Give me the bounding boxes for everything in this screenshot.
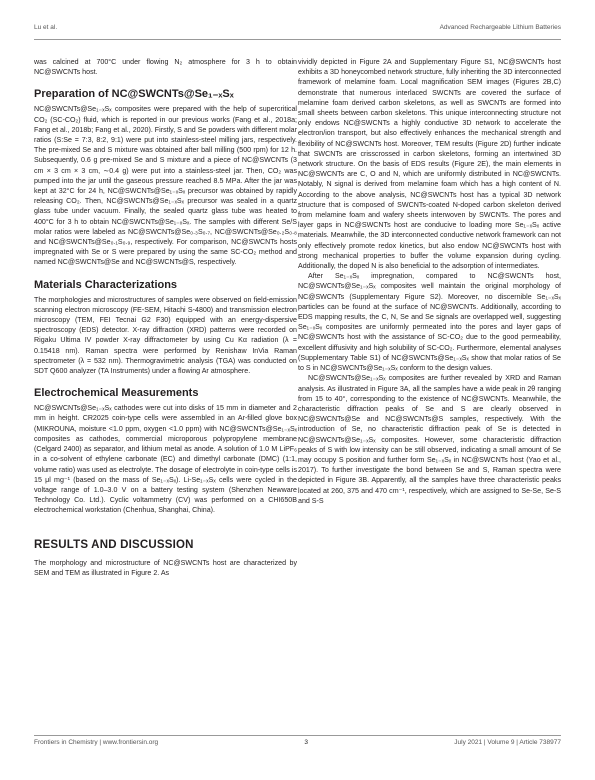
page-footer — [34, 739, 561, 751]
header-divider — [34, 39, 561, 40]
paragraph-continuation: was calcined at 700°C under flowing N₂ atmosphere for 3 h to obtain NC@SWCNTs host. — [34, 58, 297, 77]
section-heading-results: RESULTS AND DISCUSSION — [34, 538, 194, 551]
section-heading-electrochemical: Electrochemical Measurements — [34, 387, 199, 400]
section-heading-preparation: Preparation of NC@SWCNTs@Se₁₋ₓSₓ — [34, 88, 234, 101]
footer-journal: Frontiers in Chemistry | www.frontiersin.org — [34, 739, 159, 746]
running-authors: Lu et al. — [34, 24, 58, 31]
paragraph-preparation: NC@SWCNTs@Se₁₋ₓSₓ composites were prepared with the help of supercritical CO₂ (SC-CO₂) fluid, which is reported in our previous works (Fang et al., 2018a; Fang et al., 2018b; Fang et al., 2020). Firstly, S and Se powders with different molar ratios (S:Se = 7:3, 8:2, 9:1) were put into stainless-steel milling jars, respectively. The pre-mixed Se and S mixture was obtained after ball milling (500 rpm) for 12 h. Subsequently, 0.6 g pre-mixed Se and S mixture and a piece of NC@SWCNTs (3 cm × 3 cm × 3 cm, ∼0.4 g) were put into a stainless-steel jar. Then, CO₂ was pumped into the jar until the gaseous pressure reached 8.5 MPa. After the jar was kept at 32°C for 24 h, NC@SWCNTs@Se₁₋ₓSₓ precursor was obtained by rapidly releasing CO₂. Then, NC@SWCNTs@Se₁₋ₓSₓ precursor was sealed in a quartz glass tube under vacuum. Finally, the sealed quartz glass tube was heated to 400°C for 3 h to obtain NC@SWCNTs@Se₁₋ₓSₓ. The samples with different Se/S molar ratios were labeled as NC@SWCNTs@Se₀.₃S₀.₇, NC@SWCNTs@Se₀.₂S₀.₈ and NC@SWCNTs@Se₀.₁S₀.₉, respectively. For comparison, NC@SWCNTs hosts impregnated with Se or S were prepared by using the same SC-CO₂ method and named NC@SWCNTs@Se and NC@SWCNTs@S, respectively. — [34, 105, 297, 267]
right-column — [298, 57, 561, 506]
page-number: 3 — [304, 739, 309, 746]
paragraph-morphology: vividly depicted in Figure 2A and Supplementary Figure S1, NC@SWCNTs host exhibits a 3D honeycombed network structure, fully inheriting the 3D interconnected framework of melamine foam. Local magnification SEM images (Figures 2B,C) demonstrate that numerous interlaced SWCNTs are covered the surface of melamine foam derived carbon skeletons, as well as SWCNTs are formed into small sheets between carbon skeletons. This unique interconnecting structure not only endows NC@SWCNTs a highly conductive 3D network to accelerate the electron/ion transport, but also effectively enhances the mechanical strength and flexibility of NC@SWCNTs host. Moreover, TEM results (Figure 2D) further indicate that SWCNTs are crisscrossed in carbon skeletons, forming an intertwined 3D network structure. On the basis of EDS results (Figure 2E), the main elements in NC@SWCNTs are C, O and N, which are uniformly distributed in NC@SWCNTs. Notably, N signal is derived from melamine foam which has a high content of N. According to the above analysis, NC@SWCNTs host has a typical 3D network structure that is composed of SWCNTs-coated N-doped carbon skeleton derived from melamine foam and wafery sheets interwoven by SWCNTs. The pores and layer gaps in NC@SWCNTs host are conducive to loading more Se₁₋ₓSₓ active materials. Meanwhile, the 3D interconnected conductive network framework can not only effectively promote redox kinetics, but also endow NC@SWCNTs host with strong mechanical properties to buffer the volume expansion during cycling. Additionally, the doped N is also beneficial to the adsorption of intermediates. — [298, 58, 561, 271]
left-column — [34, 57, 297, 578]
footer-divider — [34, 735, 561, 736]
paragraph-impregnation: After Se₁₋ₓSₓ impregnation, compared to NC@SWCNTs host, NC@SWCNTs@Se₁₋ₓSₓ composites well maintain the original morphology of NC@SWCNTs (Supplementary Figure S2). Moreover, no discernible Se₁₋ₓSₓ particles can be found at the surface of NC@SWCNTs. Additionally, according to EDS mapping results, the C, N, Se and Se signals are overlapped well, suggesting Se₁₋ₓSₓ composites are uniformly permeated into the pores and layer gaps of NC@SWCNTs host with the assistance of SC-CO₂ due to the good permeability, excellent diffusivity and high solubility of SC-CO₂. Furthermore, elemental analyses (Supplementary Table S1) of NC@SWCNTs@Se₁₋ₓSₓ show that molar ratios of Se to S in NC@SWCNTs@Se₁₋ₓSₓ conform to the design values. — [298, 272, 561, 373]
running-section-title: Advanced Rechargeable Lithium Batteries — [439, 24, 561, 31]
page-header — [34, 24, 561, 36]
footer-issue: July 2021 | Volume 9 | Article 738977 — [454, 739, 561, 746]
section-heading-materials: Materials Characterizations — [34, 278, 178, 291]
paragraph-materials: The morphologies and microstructures of samples were observed on field-emission scanning electron microscopy (FE-SEM, Hitachi S-4800) and transmission electron microscopy (TEM, FEI Tecnai G2 F30) equipped with an energy-dispersive spectroscopy (EDS) detector. X-ray diffraction (XRD) patterns were recorded on Rigaku Ultima IV powder X-ray diffractometer by using Cu Kα radiation (λ = 0.15418 nm). Raman spectra were performed by Renishaw InVia Raman spectrometer (λ = 532 nm). Thermogravimetric analysis (TGA) was conducted on SDT Q600 analyzer (TA Instruments) under a flowing Ar atmosphere. — [34, 295, 297, 376]
paragraph-xrd-raman: NC@SWCNTs@Se₁₋ₓSₓ composites are further revealed by XRD and Raman analysis. As illustrated in Figure 3A, all the samples have a wide peak in 2θ ranging from 15 to 40°, corresponding to the existence of NC@SWCNTs. Meanwhile, the characteristic diffraction peaks of Se and S are clearly observed in NC@SWCNTs@Se and NC@SWCNTs@S samples, respectively. With the introduction of Se, no characteristic diffraction peak of Se is detected in NC@SWCNTs@Se₁₋ₓSₓ composites. However, some characteristic diffraction peaks of S with low intensity can be still observed, indicating a small amount of Se may occupy S position and further form Se₁₋ₓSₓ in NC@SWCNTs host (Yao et al., 2017). To further investigate the bond between Se and S, Raman spectra were depicted in Figure 3B. Apparently, all the samples have three characteristic peaks located at 260, 375 and 470 cm⁻¹, respectively, which are assigned to Se-Se, Se-S and S-S — [298, 374, 561, 505]
paragraph-electrochemical: NC@SWCNTs@Se₁₋ₓSₓ cathodes were cut into disks of 15 mm in diameter and 2 mm in height. CR2025 coin-type cells were assembled in an Ar-filled glove box (MIKROUNA, moisture <1.0 ppm, oxygen <1.0 ppm) with NC@SWCNTs@Se₁₋ₓSₓ composites as cathodes, commercial microporous polypropylene membrane (Celgard 2400) as separator, and lithium metal as anode. A solution of 1.0 M LiPF₆ in a co-solvent of ethylene carbonate (EC) and dimethyl carbonate (DMC) (1:1, volume ratio) was used as electrolyte. The dosage of electrolyte in coin-type cells is 15 μl mg⁻¹ (based on the mass of Se₁₋ₓSₓ). Li-Se₁₋ₓSₓ cells were cycled in the voltage range of 1.0–3.0 V on a battery testing system (Shenzhen Newware Technology Co. Ltd.). Cyclic voltammetry (CV) was performed on a CHI650B electrochemical workstation (Chenhua, Shanghai, China). — [34, 404, 297, 515]
paragraph-results-start: The morphology and microstructure of NC@SWCNTs host are characterized by SEM and TEM as illustrated in Figure 2. As — [34, 558, 297, 577]
